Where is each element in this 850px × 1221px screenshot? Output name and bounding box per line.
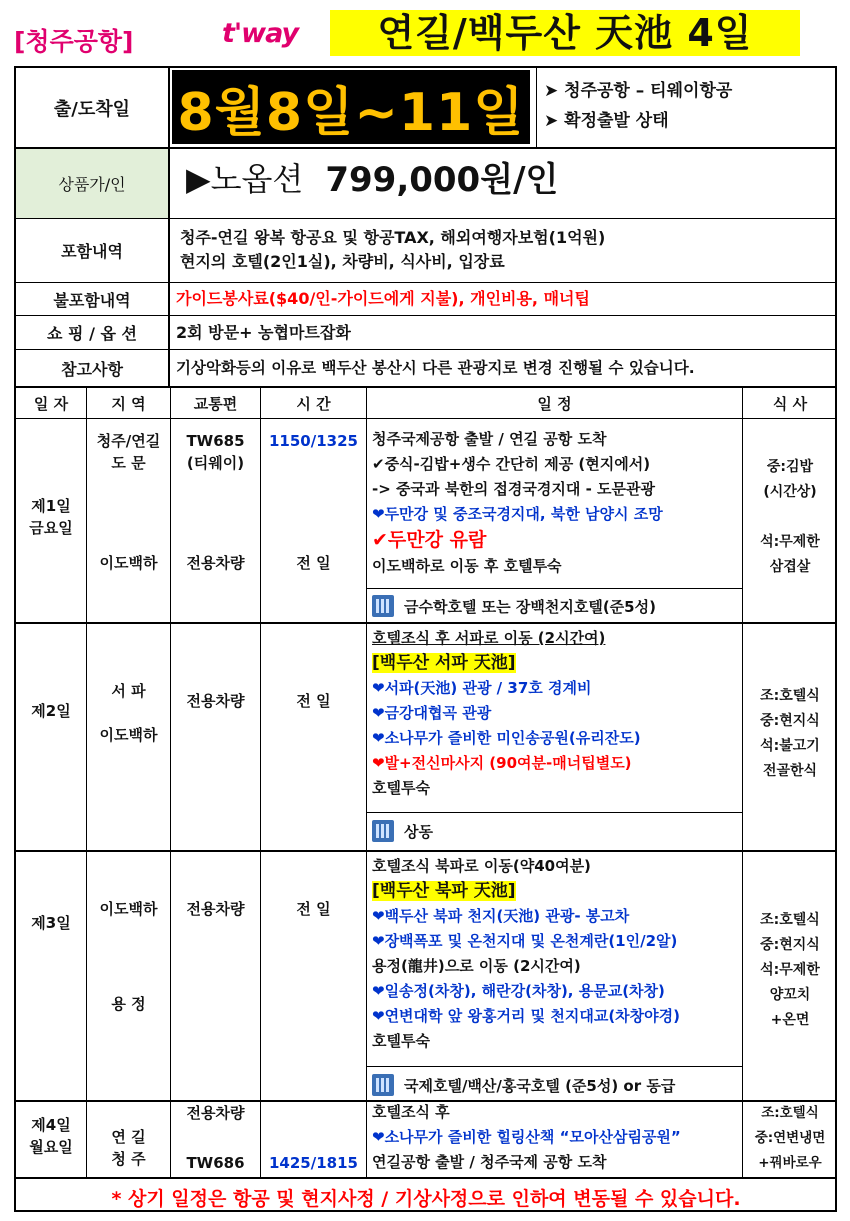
schedule-item: 호텔조식 북파로 이동(약40여분) <box>372 857 591 875</box>
hotel-name: 국제호텔/백산/홍국호텔 (준5성) or 동급 <box>404 1076 676 1095</box>
day-1-flight: TW685 (티웨이) <box>186 432 245 472</box>
schedule-item: ❤서파(天池) 관광 / 37호 경계비 <box>372 679 592 697</box>
shopping-details: 2회 방문+ 농협마트잡화 <box>176 323 351 342</box>
day-2-region: 서 파 이도백하 <box>99 682 158 744</box>
day-1-schedule <box>372 427 663 579</box>
price-row <box>186 152 558 201</box>
day-4-label: 제4일 월요일 <box>29 1116 73 1156</box>
day-4-bus: 전용차량 <box>186 1104 245 1122</box>
hotel-icon <box>372 1074 394 1096</box>
date-label: 출/도착일 <box>53 98 131 120</box>
shopping-label: 쇼 핑 / 옵 션 <box>47 324 137 343</box>
departure-airport-label: [청주공항] <box>14 27 134 56</box>
include-line-1: 청주-연길 왕복 항공요 및 항공TAX, 해외여행자보험(1억원) <box>180 228 606 247</box>
day-1-duration: 전 일 <box>296 554 331 572</box>
schedule-item: 용정(龍井)으로 이동 (2시간여) <box>372 957 581 975</box>
day-2-duration: 전 일 <box>296 692 331 710</box>
schedule-item: ❤일송정(차창), 해란강(차창), 용문교(차창) <box>372 982 665 1000</box>
day-4-flight: TW686 <box>186 1154 245 1172</box>
day-1-bus: 전용차량 <box>186 554 245 572</box>
hotel-icon <box>372 595 394 617</box>
schedule-item: 호텔투숙 <box>372 1032 430 1050</box>
day-2-bus: 전용차량 <box>186 692 245 710</box>
schedule-item: ❤두만강 및 중조국경지대, 북한 남양시 조망 <box>372 505 663 523</box>
schedule-item: 호텔조식 후 서파로 이동 (2시간여) <box>372 629 606 647</box>
day-3-bus: 전용차량 <box>186 900 245 918</box>
col-day: 일 자 <box>33 394 69 413</box>
day-3-schedule <box>372 854 680 1054</box>
schedule-item: -> 중국과 북한의 접경국경지대 - 도문관광 <box>372 480 655 498</box>
travel-dates: 8월8일~11일 <box>172 70 530 144</box>
day-3-meals: 조:호텔식 중:현지식 석:무제한 양꼬치 +온면 <box>760 912 820 1028</box>
hotel-name: 상동 <box>404 822 433 841</box>
hotel-icon <box>372 820 394 842</box>
day-4-schedule <box>372 1100 681 1175</box>
exclude-details: 가이드봉사료($40/인-가이드에게 지불), 개인비용, 매너팁 <box>176 289 590 308</box>
schedule-item: 호텔조식 후 <box>372 1103 450 1121</box>
schedule-item: 청주국제공항 출발 / 연길 공항 도착 <box>372 430 607 448</box>
col-region: 지 역 <box>111 394 146 413</box>
departure-status: ➤ 확정출발 상태 <box>544 111 669 131</box>
schedule-highlight: ✔두만강 유람 <box>372 529 487 551</box>
day-3-label: 제3일 <box>31 914 71 932</box>
schedule-item: ✔중식-김밥+생수 간단히 제공 (현지에서) <box>372 455 651 473</box>
col-meal: 식 사 <box>772 394 808 413</box>
schedule-item: ❤소나무가 즐비한 힐링산책 “모아산삼림공원” <box>372 1128 681 1146</box>
day-4-meals: 조:호텔식 중:연변냉면 +꿔바로우 <box>754 1105 826 1171</box>
schedule-highlight: [백두산 북파 天池] <box>372 881 516 901</box>
price-label: 상품가/인 <box>16 149 168 218</box>
schedule-item: ❤발+전신마사지 (90여분-매너팁별도) <box>372 754 632 772</box>
day-4-region: 연 길 청 주 <box>111 1128 146 1168</box>
day-1-hotel <box>372 595 656 617</box>
note-details: 기상악화등의 이유로 백두산 봉산시 다른 관광지로 변경 진행될 수 있습니다. <box>176 359 695 377</box>
airline-info: ➤ 청주공항 – 티웨이항공 <box>544 81 733 101</box>
day-3-hotel <box>372 1074 675 1096</box>
day-1-region-1: 청주/연길 도 문 <box>96 432 161 472</box>
schedule-item: ❤장백폭포 및 온천지대 및 온천계란(1인/2알) <box>372 932 678 950</box>
disclaimer-footer: * 상기 일정은 항공 및 현지사정 / 기상사정으로 인하여 변동될 수 있습니다. <box>111 1188 741 1210</box>
include-details <box>180 226 605 274</box>
schedule-item: ❤연변대학 앞 왕홍거리 및 천지대교(차창야경) <box>372 1007 680 1025</box>
day-2-label: 제2일 <box>31 702 71 720</box>
day-1-label: 제1일 금요일 <box>29 497 73 537</box>
col-time: 시 간 <box>296 394 331 413</box>
date-info <box>544 76 732 136</box>
day-4-flight-time: 1425/1815 <box>269 1154 358 1172</box>
note-label: 참고사항 <box>61 359 123 379</box>
schedule-item: 연길공항 출발 / 청주국제 공항 도착 <box>372 1153 607 1171</box>
schedule-item: ❤백두산 북파 천지(天池) 관광- 봉고차 <box>372 907 630 925</box>
schedule-item: 호텔투숙 <box>372 779 430 797</box>
tway-logo: t'way <box>222 18 299 49</box>
day-2-hotel <box>372 820 433 842</box>
no-option-label: ▶노옵션 <box>186 159 304 198</box>
tour-title: 연길/백두산 天池 4일 <box>330 10 800 56</box>
day-1-region-2: 이도백하 <box>99 554 158 572</box>
day-1-meals: 중:김밥 (시간상) 석:무제한 삼겹살 <box>760 459 820 575</box>
day-3-region-1: 이도백하 <box>99 900 158 918</box>
col-schedule: 일 정 <box>537 394 572 413</box>
include-label: 포함내역 <box>61 242 123 261</box>
day-3-region-2: 용 정 <box>111 995 146 1013</box>
hotel-name: 금수학호텔 또는 장백천지호텔(준5성) <box>404 597 656 616</box>
day-2-schedule <box>372 626 641 801</box>
day-2-meals: 조:호텔식 중:현지식 석:불고기 전골한식 <box>760 688 820 779</box>
day-1-flight-time: 1150/1325 <box>269 432 358 450</box>
exclude-label: 불포함내역 <box>53 290 131 310</box>
col-transport: 교통편 <box>193 394 238 413</box>
schedule-item: 이도백하로 이동 후 호텔투숙 <box>372 557 562 575</box>
schedule-item: ❤금강대협곡 관광 <box>372 704 492 722</box>
schedule-highlight: [백두산 서파 天池] <box>372 653 516 673</box>
price-value: 799,000원/인 <box>325 160 559 200</box>
day-3-duration: 전 일 <box>296 900 331 918</box>
include-line-2: 현지의 호텔(2인1실), 차량비, 식사비, 입장료 <box>180 252 505 271</box>
schedule-item: ❤소나무가 즐비한 미인송공원(유리잔도) <box>372 729 641 747</box>
